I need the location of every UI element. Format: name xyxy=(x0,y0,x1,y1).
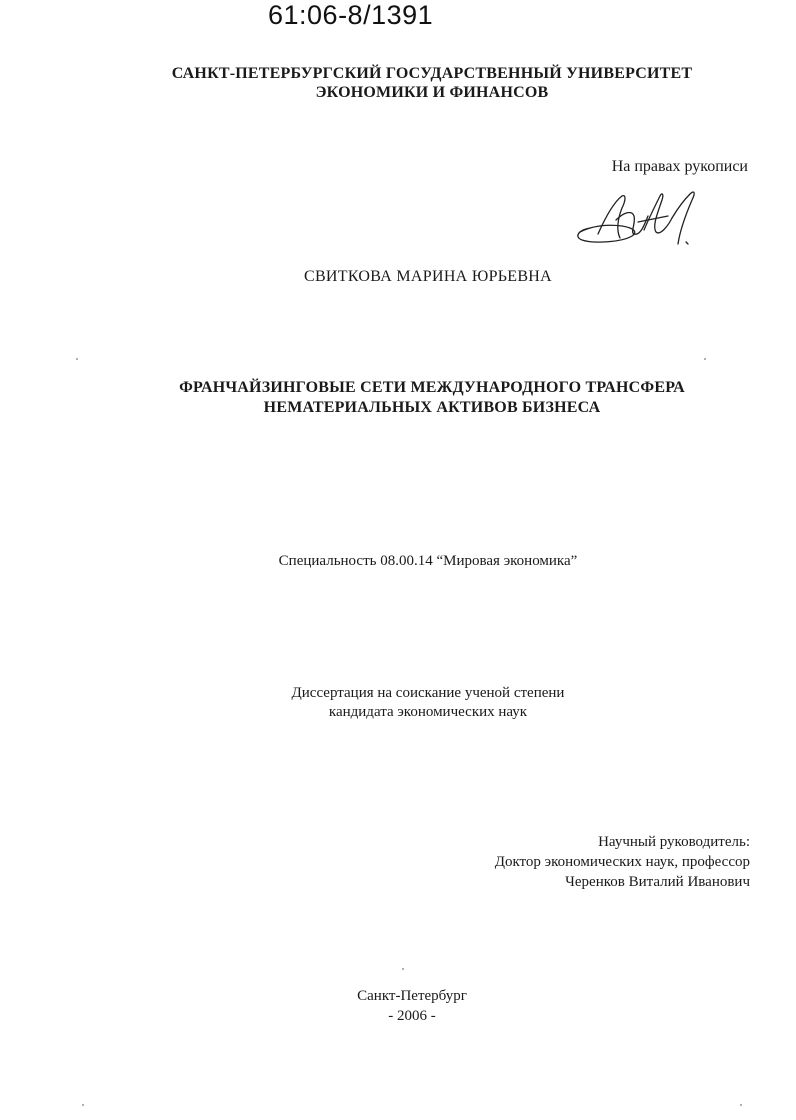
supervisor-block xyxy=(495,832,750,892)
scan-speck xyxy=(402,968,404,970)
supervisor-degree: Доктор экономических наук, профессор xyxy=(494,854,750,870)
scan-speck xyxy=(704,358,706,360)
manuscript-rights-note: На правах рукописи xyxy=(611,158,748,175)
supervisor-label: Научный руководитель: xyxy=(598,834,750,850)
title-line-2: НЕМАТЕРИАЛЬНЫХ АКТИВОВ БИЗНЕСА xyxy=(263,399,601,416)
handwritten-signature xyxy=(572,186,708,256)
specialty: Специальность 08.00.14 “Мировая экономика” xyxy=(278,553,578,569)
scan-speck xyxy=(740,1104,742,1106)
degree-statement xyxy=(30,684,796,722)
university-line-2: ЭКОНОМИКИ И ФИНАНСОВ xyxy=(315,84,549,101)
university-line-1: САНКТ-ПЕТЕРБУРГСКИЙ ГОСУДАРСТВЕННЫЙ УНИВЕРСИТЕТ xyxy=(171,65,693,82)
footer-city: Санкт-Петербург xyxy=(357,988,467,1004)
title-line-1: ФРАНЧАЙЗИНГОВЫЕ СЕТИ МЕЖДУНАРОДНОГО ТРАНСФЕРА xyxy=(179,379,685,396)
scan-speck xyxy=(82,1104,84,1106)
footer-place-year xyxy=(14,986,796,1026)
degree-line-1: Диссертация на соискание ученой степени xyxy=(291,685,565,701)
scan-speck xyxy=(76,358,78,360)
dissertation-title xyxy=(34,378,796,418)
footer-year: - 2006 - xyxy=(388,1008,436,1024)
archive-stamp: 61:06-8/1391 xyxy=(268,0,434,30)
degree-line-2: кандидата экономических наук xyxy=(328,704,528,720)
supervisor-name: Черенков Виталий Иванович xyxy=(565,874,750,890)
author-name: СВИТКОВА МАРИНА ЮРЬЕВНА xyxy=(303,268,553,285)
university-name xyxy=(34,64,796,102)
